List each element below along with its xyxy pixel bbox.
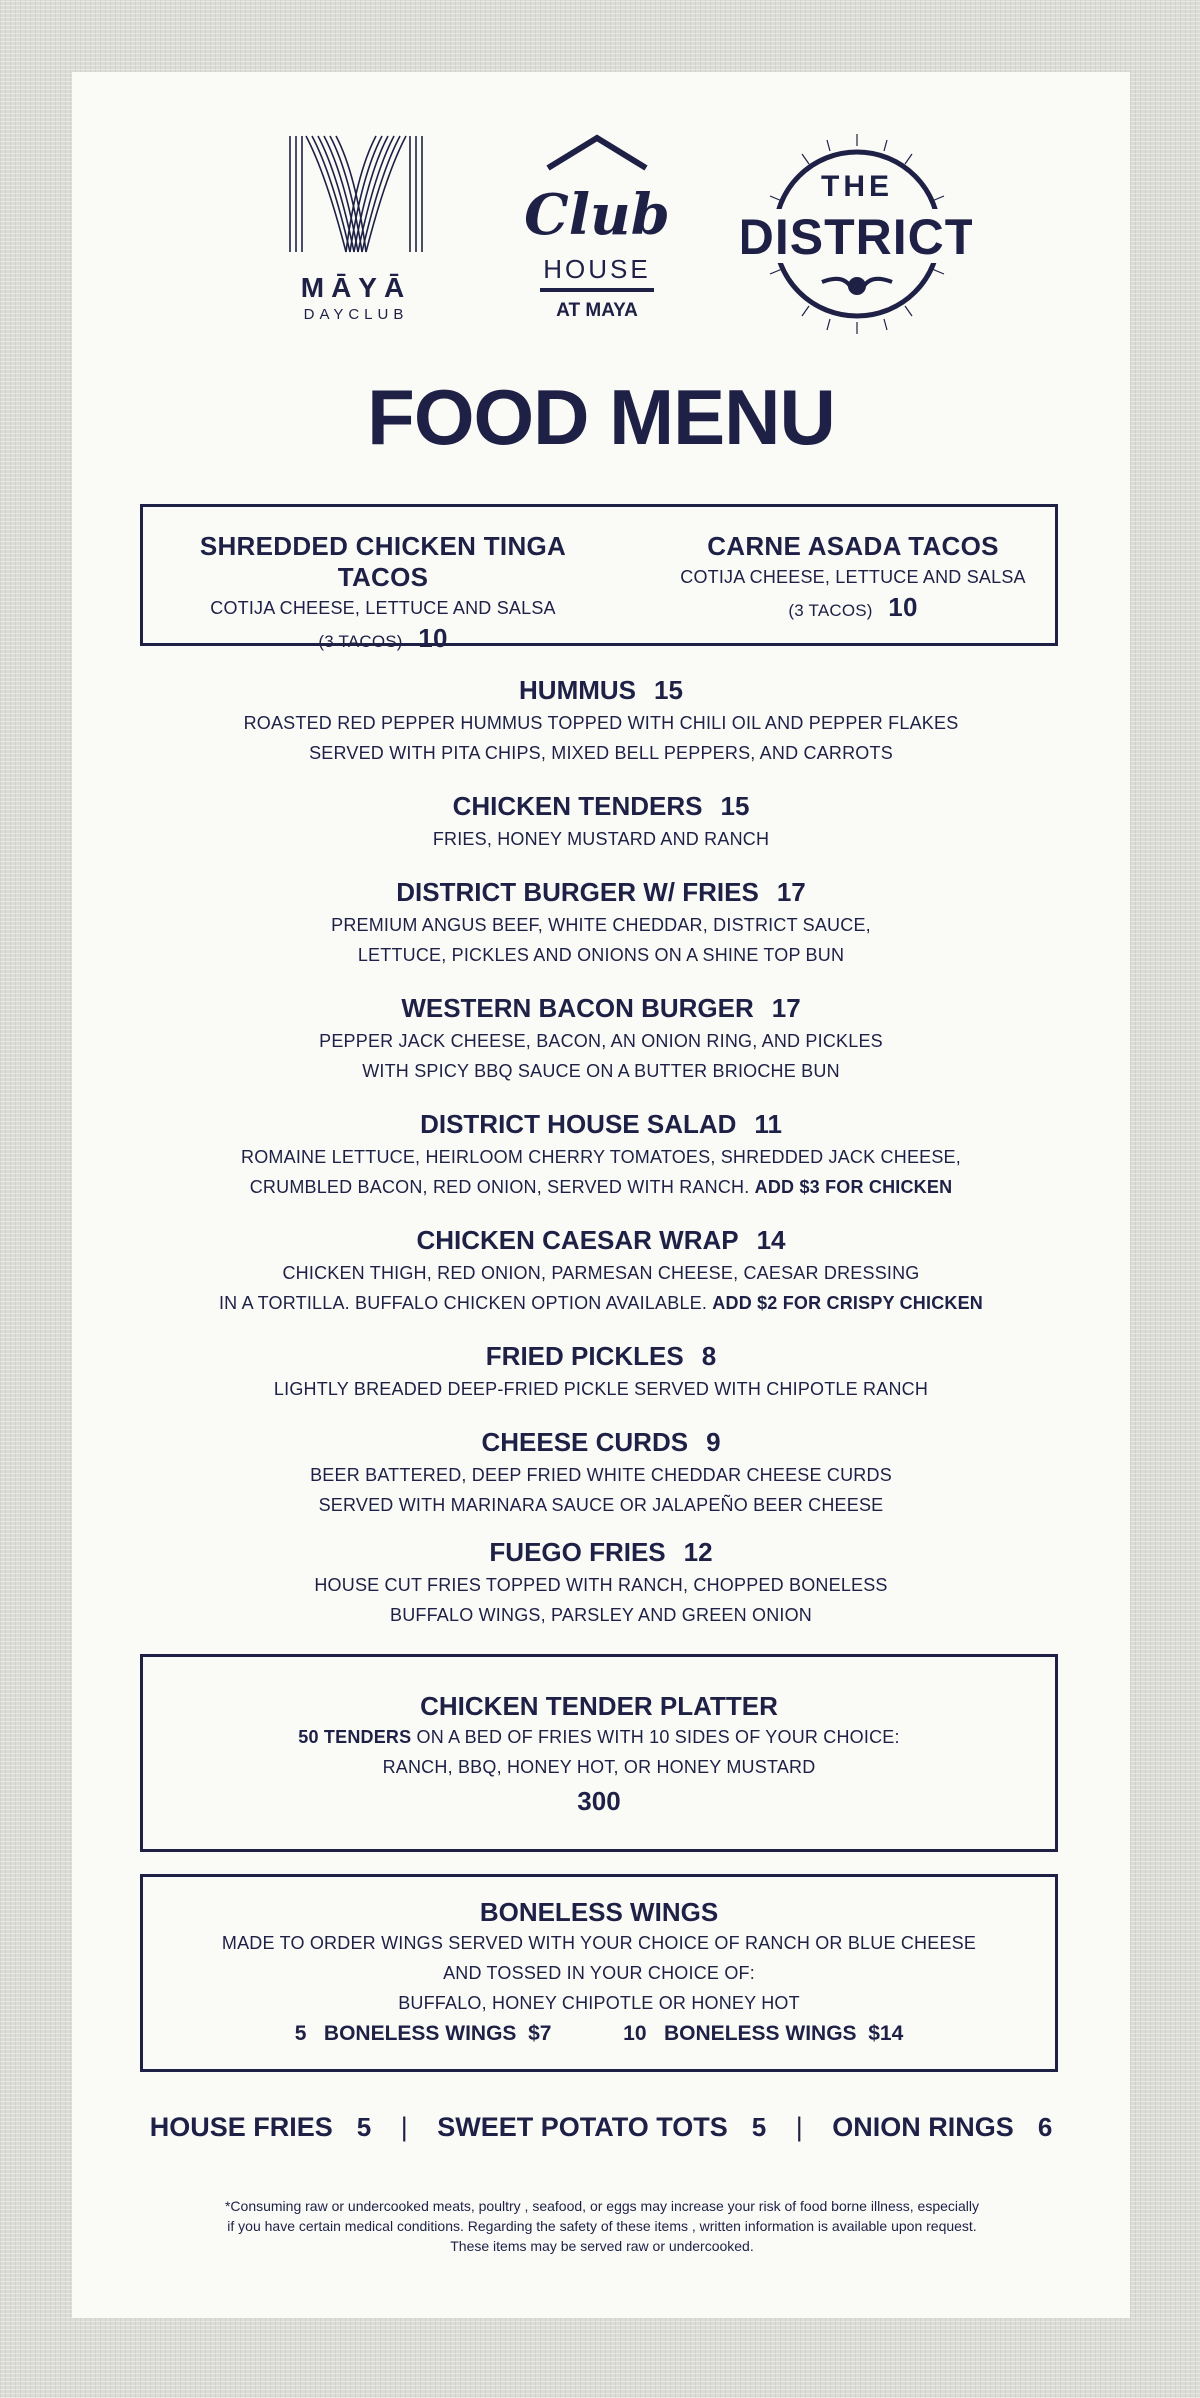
item-description: LIGHTLY BREADED DEEP-FRIED PICKLE SERVED WITH CHIPOTLE RANCH: [273, 1379, 929, 1399]
item-description: COTIJA CHEESE, LETTUCE AND SALSA: [680, 567, 1026, 587]
side-sweet-potato-tots: [437, 2112, 766, 2142]
svg-text:Club: Club: [524, 182, 670, 248]
club-house-roof-icon: [512, 134, 682, 334]
item-count: (3 TACOS): [318, 632, 403, 651]
club-house-logo: [512, 134, 682, 334]
menu-item-chicken-tenders: [72, 788, 1130, 854]
item-price: 11: [754, 1109, 782, 1139]
item-description: PEPPER JACK CHEESE, BACON, AN ONION RING, AND PICKLES: [319, 1031, 883, 1051]
item-description: IN A TORTILLA. BUFFALO CHICKEN OPTION AVAILABLE.: [218, 1293, 708, 1313]
maya-m-icon: [286, 134, 426, 264]
platter-line-2: RANCH, BBQ, HONEY HOT, OR HONEY MUSTARD: [382, 1757, 816, 1777]
item-name: FRIED PICKLES: [485, 1341, 684, 1371]
side-house-fries: [150, 2112, 372, 2142]
item-price: 15: [720, 791, 750, 821]
svg-text:THE: THE: [821, 170, 893, 203]
logo-row: [72, 134, 1130, 334]
svg-text:AT MAYA: AT MAYA: [556, 300, 638, 321]
item-price: 10: [418, 623, 448, 653]
item-description: ROASTED RED PEPPER HUMMUS TOPPED WITH CHILI OIL AND PEPPER FLAKES: [243, 713, 959, 733]
side-name: ONION RINGS: [832, 2112, 1014, 2142]
item-price: 17: [776, 877, 806, 907]
boneless-wings-box: [140, 1874, 1058, 2072]
item-description: HOUSE CUT FRIES TOPPED WITH RANCH, CHOPPED BONELESS: [314, 1575, 888, 1595]
item-price: 14: [756, 1225, 786, 1255]
item-description: ROMAINE LETTUCE, HEIRLOOM CHERRY TOMATOES, SHREDDED JACK CHEESE,: [241, 1147, 961, 1167]
sides-row: [72, 2112, 1130, 2143]
item-name: DISTRICT BURGER W/ FRIES: [396, 877, 759, 907]
food-safety-disclaimer: *Consuming raw or undercooked meats, poultry , seafood, or eggs may increase your risk of food borne illness, especially if you have certain medical conditions. Regarding the safety of these items , written information is available upon request. These items may be served raw or undercooked.: [224, 2198, 980, 2254]
item-name: CHICKEN TENDERS: [452, 791, 703, 821]
menu-item-fuego-fries: [72, 1534, 1130, 1630]
item-price: 8: [701, 1341, 717, 1371]
item-description: CHICKEN THIGH, RED ONION, PARMESAN CHEESE, CAESAR DRESSING: [282, 1263, 920, 1283]
item-price: 9: [706, 1427, 721, 1457]
item-price: 10: [888, 592, 918, 622]
item-name: CHEESE CURDS: [481, 1427, 689, 1457]
menu-item-fried-pickles: [72, 1338, 1130, 1404]
item-addon: ADD $2 FOR CRISPY CHICKEN: [712, 1293, 984, 1313]
menu-sheet: [72, 72, 1130, 2318]
item-name: SHREDDED CHICKEN TINGA TACOS: [199, 531, 567, 592]
item-description: SERVED WITH PITA CHIPS, MIXED BELL PEPPERS, AND CARROTS: [309, 743, 893, 763]
item-name: HUMMUS: [519, 675, 637, 705]
maya-dayclub-logo: [286, 134, 426, 334]
separator: |: [400, 2112, 408, 2142]
side-name: SWEET POTATO TOTS: [437, 2112, 728, 2142]
item-description: BEER BATTERED, DEEP FRIED WHITE CHEDDAR CHEESE CURDS: [310, 1465, 892, 1485]
item-description: CRUMBLED BACON, RED ONION, SERVED WITH RANCH.: [249, 1177, 750, 1197]
item-name: CHICKEN CAESAR WRAP: [416, 1225, 739, 1255]
wings-line-1: MADE TO ORDER WINGS SERVED WITH YOUR CHOICE OF RANCH OR BLUE CHEESE: [221, 1933, 977, 1953]
menu-item-district-burger: [72, 874, 1130, 970]
district-badge-icon: [742, 134, 972, 334]
wings-line-3: BUFFALO, HONEY CHIPOTLE OR HONEY HOT: [398, 1993, 800, 2013]
item-description: PREMIUM ANGUS BEEF, WHITE CHEDDAR, DISTRICT SAUCE,: [331, 915, 871, 935]
platter-bold-lead: 50 TENDERS: [298, 1727, 412, 1747]
item-name: FUEGO FRIES: [489, 1537, 666, 1567]
menu-item-hummus: [72, 672, 1130, 768]
tacos-box: [140, 504, 1058, 653]
wings-option-5: 5 BONELESS WINGS $7: [294, 2022, 552, 2045]
item-description: SERVED WITH MARINARA SAUCE OR JALAPEÑO BEER CHEESE: [318, 1495, 884, 1515]
platter-price: 300: [577, 1786, 621, 1816]
menu-item-district-house-salad: [72, 1106, 1130, 1202]
item-name: DISTRICT HOUSE SALAD: [420, 1109, 737, 1139]
item-count: (3 TACOS): [788, 601, 873, 620]
side-name: HOUSE FRIES: [149, 2112, 333, 2142]
platter-line-1: ON A BED OF FRIES WITH 10 SIDES OF YOUR CHOICE:: [411, 1727, 900, 1747]
side-price: 6: [1037, 2112, 1053, 2142]
maya-subtitle: DAYCLUB: [303, 306, 409, 323]
wings-name: BONELESS WINGS: [479, 1897, 719, 1927]
page-title: FOOD MENU: [367, 373, 835, 461]
item-description: COTIJA CHEESE, LETTUCE AND SALSA: [210, 598, 556, 618]
separator: |: [795, 2112, 803, 2142]
item-name: CARNE ASADA TACOS: [707, 531, 999, 561]
item-description: FRIES, HONEY MUSTARD AND RANCH: [432, 829, 770, 849]
item-price: 12: [683, 1537, 713, 1567]
svg-text:HOUSE: HOUSE: [543, 254, 651, 284]
item-description: LETTUCE, PICKLES AND ONIONS ON A SHINE TOP BUN: [357, 945, 845, 965]
item-description: BUFFALO WINGS, PARSLEY AND GREEN ONION: [389, 1605, 813, 1625]
side-price: 5: [751, 2112, 767, 2142]
side-price: 5: [356, 2112, 372, 2142]
item-name: WESTERN BACON BURGER: [401, 993, 754, 1023]
menu-item-cheese-curds: [72, 1424, 1130, 1520]
menu-item-western-bacon-burger: [72, 990, 1130, 1086]
svg-text:DISTRICT: DISTRICT: [742, 209, 972, 265]
menu-item-carne-asada-tacos: [663, 531, 1043, 626]
menu-item-chicken-tinga-tacos: [163, 531, 603, 657]
item-price: 17: [771, 993, 801, 1023]
wings-line-2: AND TOSSED IN YOUR CHOICE OF:: [443, 1963, 755, 1983]
item-description: WITH SPICY BBQ SAUCE ON A BUTTER BRIOCHE BUN: [362, 1061, 840, 1081]
wings-option-10: 10 BONELESS WINGS $14: [623, 2022, 904, 2045]
item-price: 15: [654, 675, 683, 705]
the-district-logo: [742, 134, 972, 334]
maya-wordmark: MĀYĀ: [300, 272, 412, 303]
platter-name: CHICKEN TENDER PLATTER: [420, 1691, 778, 1721]
side-onion-rings: [832, 2112, 1052, 2142]
chicken-tender-platter-box: [140, 1654, 1058, 1852]
menu-item-chicken-caesar-wrap: [72, 1222, 1130, 1318]
item-addon: ADD $3 FOR CHICKEN: [754, 1177, 953, 1197]
